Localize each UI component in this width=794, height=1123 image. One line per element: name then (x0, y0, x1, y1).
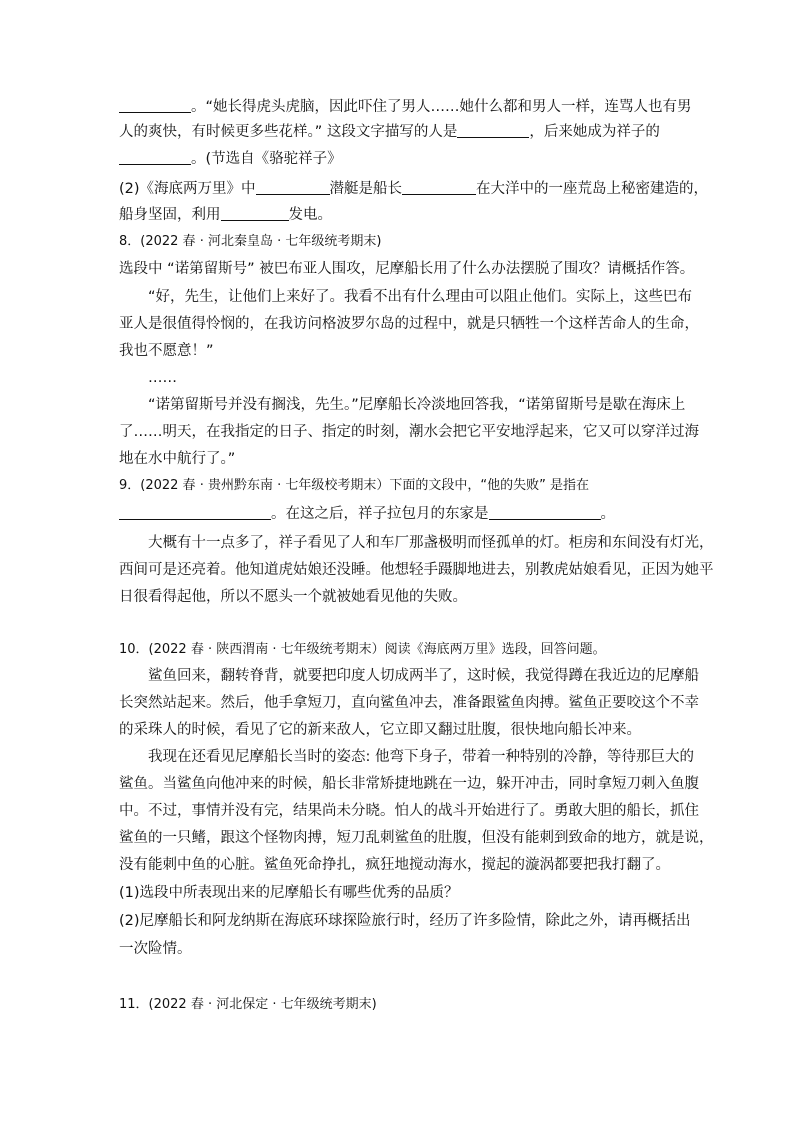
q7-line-4-text-a: (2)《海底两万里》中 (119, 181, 256, 197)
q7-line-4 (119, 178, 708, 200)
q7-line-3 (119, 148, 342, 170)
answer-blank[interactable] (402, 179, 476, 195)
q7-line-2-text-b: ，后来她成为祥子的 (529, 124, 660, 140)
q8-passage-line: 地在水中航行了。” (119, 451, 236, 467)
q8-passage-line: …… (148, 370, 177, 386)
q7-line-2 (119, 121, 660, 143)
q9-blank-line-text-a: 。在这之后，祥子拉包月的东家是 (271, 506, 489, 522)
q7-line-1-text: 。“她长得虎头虎脑，因此吓住了男人……她什么都和男人一样，连骂人也有男 (191, 99, 692, 115)
q10-passage-line: 没有能刺中鱼的心脏。鲨鱼死命挣扎，疯狂地搅动海水，搅起的漩涡都要把我打翻了。 (119, 857, 670, 873)
q7-line-3-text: 。(节选自《骆驼祥子》 (191, 151, 342, 167)
q10-passage-line: 鲨鱼回来，翻转脊背，就要把印度人切成两半了，这时候，我觉得蹲在我近边的尼摩船 (148, 668, 699, 684)
q8-passage-line: “好，先生，让他们上来好了。我看不出有什么理由可以阻止他们。实际上，这些巴布 (148, 289, 693, 305)
q10-subquestion-2: (2)尼摩船长和阿龙纳斯在海底环球探险旅行时，经历了许多险情，除此之外，请再概括出 (119, 913, 691, 929)
q11-header: 11．(2022 春 · 河北保定 · 七年级统考期末) (119, 997, 377, 1012)
answer-blank[interactable] (457, 122, 529, 138)
answer-blank[interactable] (119, 97, 191, 113)
q10-passage-line: 长突然站起来。然后，他手拿短刀，直向鲨鱼冲去，准备跟鲨鱼肉搏。鲨鱼正要咬这个不幸 (119, 695, 699, 711)
q7-line-5-text-a: 船身坚固，利用 (119, 207, 221, 223)
q9-blank-line (119, 503, 615, 525)
q8-passage-line: 我也不愿意！” (119, 343, 214, 359)
q9-passage-line: 西间可是还亮着。他知道虎姑娘还没睡。他想轻手蹑脚地进去，别教虎姑娘看见，正因为她平 (119, 562, 714, 578)
q7-line-4-text-b: 潜艇是船长 (329, 181, 403, 197)
answer-blank[interactable] (119, 504, 271, 520)
q9-passage-line: 日很看得起他，所以不愿头一个就被她看见他的失败。 (119, 589, 467, 605)
q7-line-5-text-b: 发电。 (288, 207, 332, 223)
q10-passage-line: 鲨鱼。当鲨鱼向他冲来的时候，船长非常矫捷地跳在一边，躲开冲击，同时拿短刀刺入鱼腹 (119, 776, 699, 792)
answer-blank[interactable] (221, 205, 289, 221)
q9-blank-line-text-b: 。 (600, 506, 615, 522)
q8-question: 选段中 “诺第留斯号” 被巴布亚人围攻，尼摩船长用了什么办法摆脱了围攻？请概括作答。 (119, 261, 695, 277)
q8-passage-line: 了……明天，在我指定的日子、指定的时刻，潮水会把它平安地浮起来，它又可以穿洋过海 (119, 424, 699, 440)
q10-passage-line: 我现在还看见尼摩船长当时的姿态: 他弯下身子，带着一种特别的冷静，等待那巨大的 (148, 749, 694, 765)
q8-header: 8．(2022 春 · 河北秦皇岛 · 七年级统考期末) (119, 234, 382, 249)
q7-line-5 (119, 204, 332, 226)
q7-line-2-text-a: 人的爽快，有时候更多些花样。” 这段文字描写的人是 (119, 124, 458, 140)
q9-header: 9．(2022 春 · 贵州黔东南 · 七年级校考期末）下面的文段中，“他的失败” 是指在 (119, 478, 589, 493)
q10-subquestion-1: (1)选段中所表现出来的尼摩船长有哪些优秀的品质？ (119, 885, 459, 901)
answer-blank[interactable] (489, 504, 601, 520)
q10-header: 10．(2022 春 · 陕西渭南 · 七年级统考期末）阅读《海底两万里》选段，回答问题。 (119, 642, 606, 657)
q8-passage-line: 亚人是很值得怜悯的，在我访问格波罗尔岛的过程中，就是只牺牲一个这样苦命人的生命， (119, 316, 699, 332)
answer-blank[interactable] (119, 149, 191, 165)
q7-line-4-text-c: 在大洋中的一座荒岛上秘密建造的， (476, 181, 709, 197)
answer-blank[interactable] (256, 179, 330, 195)
q7-line-1 (119, 96, 692, 118)
q10-passage-line: 鲨鱼的一只鳍，跟这个怪物肉搏，短刀乱刺鲨鱼的肚腹，但没有能刺到致命的地方，就是说， (119, 830, 714, 846)
q10-passage-line: 中。不过，事情并没有完，结果尚未分晓。怕人的战斗开始进行了。勇敢大胆的船长，抓住 (119, 803, 699, 819)
q9-passage-line: 大概有十一点多了，祥子看见了人和车厂那盏极明而怪孤单的灯。柜房和东间没有灯光， (148, 535, 714, 551)
q10-passage-line: 的采珠人的时候，看见了它的新来敌人，它立即又翻过肚腹，很快地向船长冲来。 (119, 722, 641, 738)
q10-subquestion-2-cont: 一次险情。 (119, 941, 192, 957)
q8-passage-line: “诺第留斯号并没有搁浅，先生。”尼摩船长冷淡地回答我，“诺第留斯号是歇在海床上 (148, 397, 686, 413)
